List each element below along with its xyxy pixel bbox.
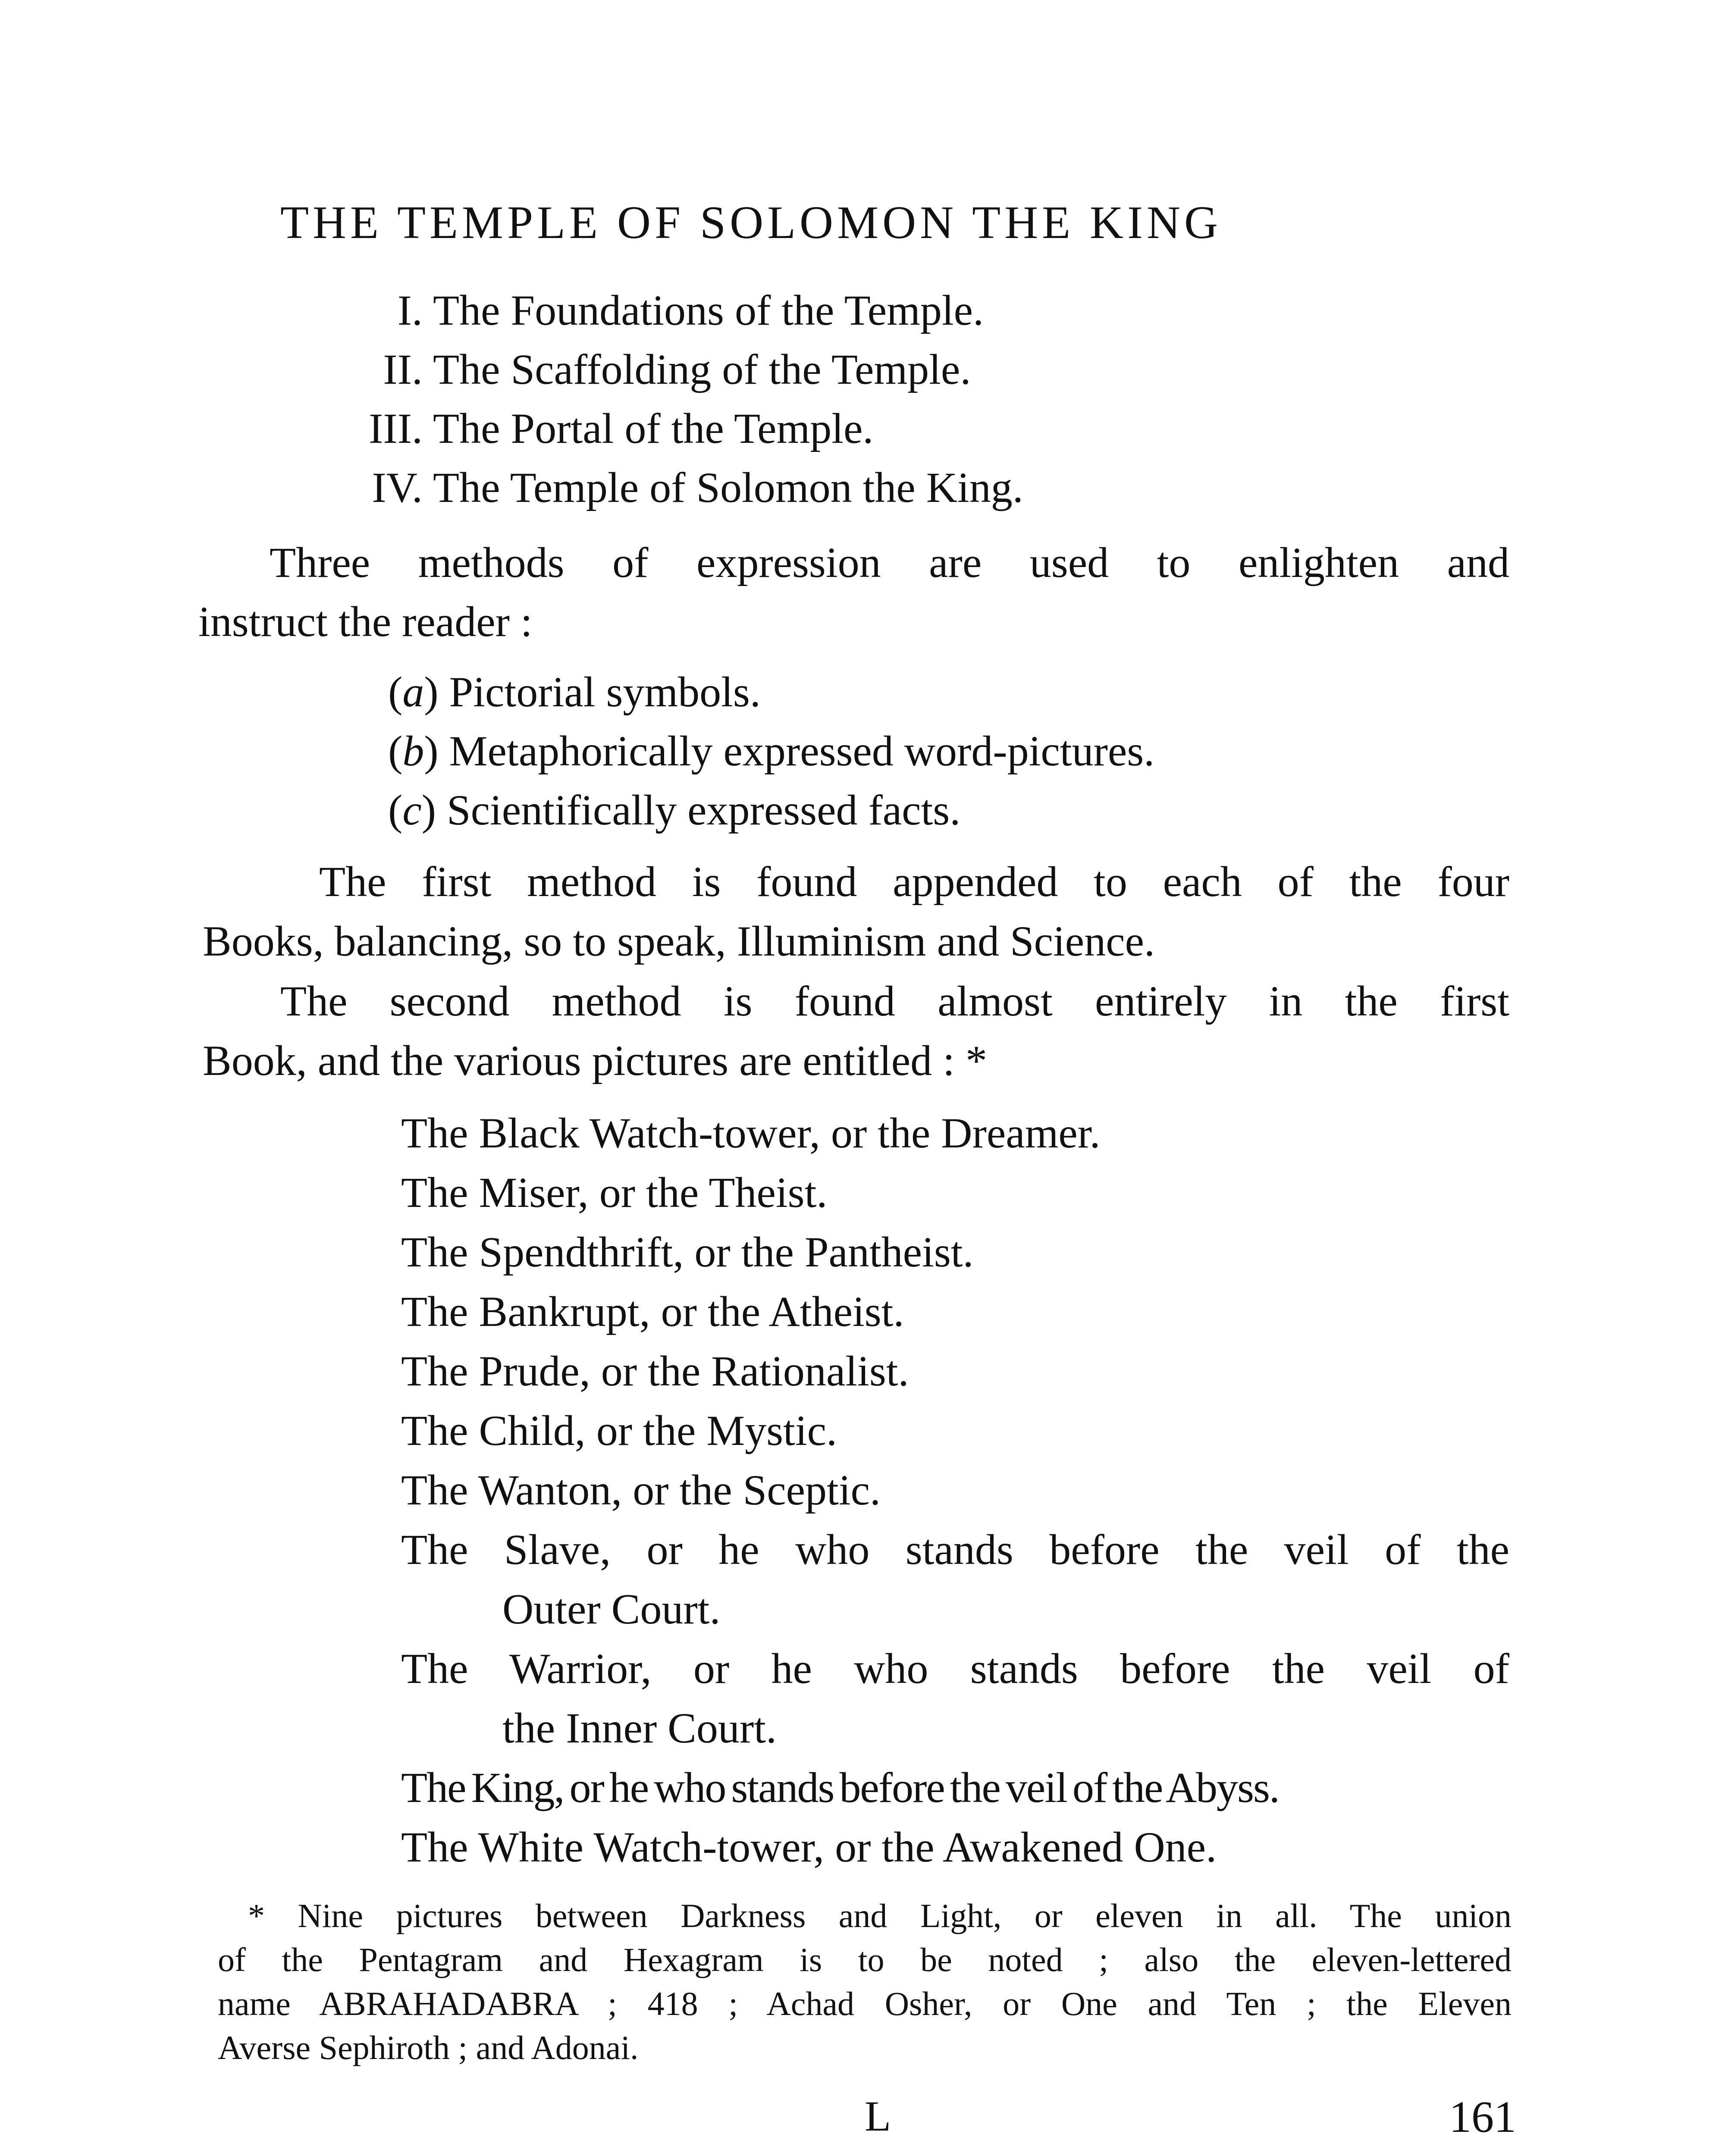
- picture-item: The Spendthrift, or the Pantheist.: [401, 1228, 974, 1276]
- method-item: (a) Pictorial symbols.: [388, 668, 761, 716]
- method-text: Metaphorically expressed word-pictures.: [449, 727, 1155, 775]
- method-letter: a: [402, 668, 424, 716]
- book-numeral: II.: [383, 345, 423, 393]
- book-title: The Scaffolding of the Temple.: [433, 345, 971, 393]
- running-head: THE TEMPLE OF SOLOMON THE KING: [280, 197, 1222, 248]
- first-method-line: The first method is found appended to each of the four: [319, 858, 1509, 906]
- picture-item-continued: Outer Court.: [502, 1585, 721, 1633]
- methods-intro-line: Three methods of expression are used to enlighten and: [270, 539, 1509, 586]
- book-item: [321, 344, 971, 395]
- book-numeral: III.: [369, 404, 423, 452]
- book-title: The Foundations of the Temple.: [433, 286, 984, 334]
- second-method-line: The second method is found almost entirely in the first: [280, 977, 1509, 1025]
- footnote-line: Averse Sephiroth ; and Adonai.: [218, 2029, 639, 2066]
- methods-intro-line: instruct the reader :: [198, 598, 533, 646]
- footnote-line: of the Pentagram and Hexagram is to be noted ; also the eleven-lettered: [218, 1941, 1512, 1978]
- method-letter: b: [402, 727, 424, 775]
- book-item: [321, 403, 873, 454]
- picture-item: The White Watch-tower, or the Awakened One.: [401, 1823, 1217, 1871]
- page-number: 161: [1449, 2092, 1516, 2142]
- book-item: [321, 462, 1023, 514]
- footnote-line: * Nine pictures between Darkness and Light, or eleven in all. The union: [248, 1897, 1512, 1934]
- book-title: The Portal of the Temple.: [433, 404, 874, 452]
- method-text: Pictorial symbols.: [449, 668, 761, 716]
- picture-item: The King, or he who stands before the veil of the Abyss.: [401, 1764, 1279, 1811]
- method-letter: c: [402, 786, 422, 834]
- signature-mark: L: [865, 2092, 891, 2140]
- picture-item: The Prude, or the Rationalist.: [401, 1347, 909, 1395]
- picture-item: The Bankrupt, or the Atheist.: [401, 1288, 904, 1335]
- picture-item: The Black Watch-tower, or the Dreamer.: [401, 1109, 1101, 1157]
- footnote-line: name ABRAHADABRA ; 418 ; Achad Osher, or One and Ten ; the Eleven: [218, 1985, 1512, 2022]
- picture-item: The Child, or the Mystic.: [401, 1407, 837, 1454]
- picture-item: The Miser, or the Theist.: [401, 1169, 828, 1216]
- method-text: Scientifically expressed facts.: [447, 786, 961, 834]
- book-numeral: IV.: [372, 464, 423, 511]
- method-item: (c) Scientifically expressed facts.: [388, 786, 961, 834]
- first-method-line: Books, balancing, so to speak, Illuminism and Science.: [203, 917, 1155, 965]
- picture-item: The Wanton, or the Sceptic.: [401, 1466, 881, 1514]
- method-item: (b) Metaphorically expressed word-pictures.: [388, 727, 1155, 775]
- book-item: [321, 285, 984, 336]
- second-method-line: Book, and the various pictures are entitled : *: [203, 1037, 987, 1084]
- book-numeral: I.: [397, 286, 423, 334]
- picture-item: The Slave, or he who stands before the veil of the: [401, 1526, 1509, 1573]
- picture-item-continued: the Inner Court.: [502, 1704, 777, 1752]
- book-title: The Temple of Solomon the King.: [433, 464, 1023, 511]
- picture-item: The Warrior, or he who stands before the veil of: [401, 1645, 1509, 1692]
